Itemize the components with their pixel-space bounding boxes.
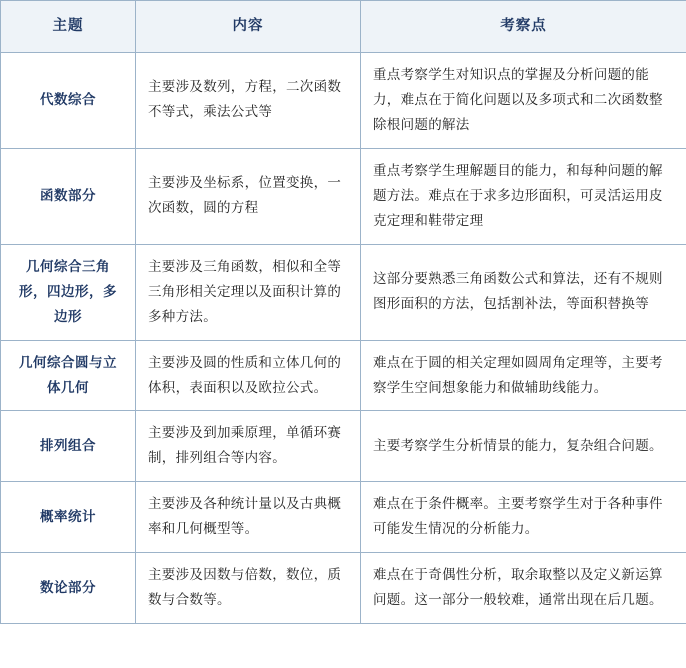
cell-content: 主要涉及圆的性质和立体几何的体积，表面积以及欧拉公式。 (136, 340, 361, 411)
table-row (1, 482, 686, 553)
table-row (1, 411, 686, 482)
column-header-content: 内容 (136, 1, 361, 53)
column-header-topic: 主题 (1, 1, 136, 53)
cell-topic: 代数综合 (1, 52, 136, 148)
table-row (1, 148, 686, 244)
cell-content: 主要涉及坐标系，位置变换，一次函数，圆的方程 (136, 148, 361, 244)
table-row (1, 52, 686, 148)
table-header (1, 1, 686, 53)
header-row (1, 1, 686, 53)
cell-topic: 数论部分 (1, 553, 136, 624)
table-row (1, 244, 686, 340)
cell-content: 主要涉及到加乘原理，单循环赛制，排列组合等内容。 (136, 411, 361, 482)
cell-topic: 概率统计 (1, 482, 136, 553)
cell-points: 这部分要熟悉三角函数公式和算法，还有不规则图形面积的方法，包括割补法，等面积替换等 (361, 244, 686, 340)
cell-points: 难点在于条件概率。主要考察学生对于各种事件可能发生情况的分析能力。 (361, 482, 686, 553)
cell-topic: 几何综合圆与立体几何 (1, 340, 136, 411)
cell-points: 主要考察学生分析情景的能力，复杂组合问题。 (361, 411, 686, 482)
cell-points: 重点考察学生理解题目的能力，和每种问题的解题方法。难点在于求多边形面积，可灵活运用皮克定理和鞋带定理 (361, 148, 686, 244)
cell-points: 难点在于圆的相关定理如圆周角定理等，主要考察学生空间想象能力和做辅助线能力。 (361, 340, 686, 411)
cell-content: 主要涉及数列，方程，二次函数不等式，乘法公式等 (136, 52, 361, 148)
cell-points: 重点考察学生对知识点的掌握及分析问题的能力，难点在于简化问题以及多项式和二次函数整除根问题的解法 (361, 52, 686, 148)
cell-topic: 几何综合三角形，四边形，多边形 (1, 244, 136, 340)
cell-points: 难点在于奇偶性分析，取余取整以及定义新运算问题。这一部分一般较难，通常出现在后几题。 (361, 553, 686, 624)
table-body (1, 52, 686, 623)
cell-topic: 排列组合 (1, 411, 136, 482)
column-header-points: 考察点 (361, 1, 686, 53)
table-row (1, 340, 686, 411)
cell-content: 主要涉及因数与倍数，数位，质数与合数等。 (136, 553, 361, 624)
cell-content: 主要涉及三角函数，相似和全等三角形相关定理以及面积计算的多种方法。 (136, 244, 361, 340)
table-row (1, 553, 686, 624)
cell-content: 主要涉及各种统计量以及古典概率和几何概型等。 (136, 482, 361, 553)
cell-topic: 函数部分 (1, 148, 136, 244)
